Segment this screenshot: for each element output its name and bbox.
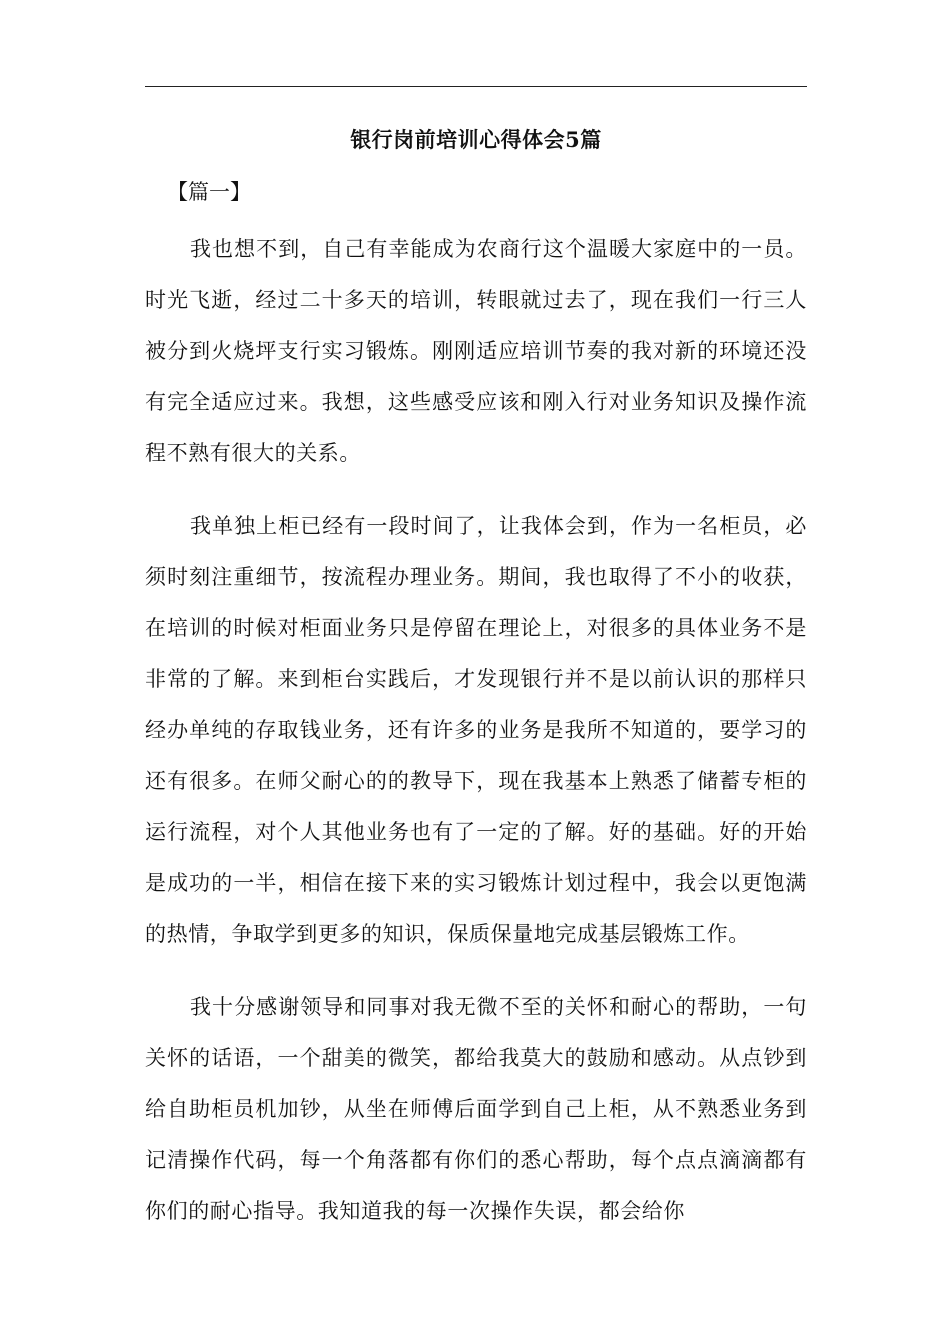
paragraph: 我也想不到，自己有幸能成为农商行这个温暖大家庭中的一员。时光飞逝，经过二十多天的培训，转眼就过去了，现在我们一行三人被分到火烧坪支行实习锻炼。刚刚适应培训节奏的我对新的环境还没有完全适应过来。我想，这些感受应该和刚入行对业务知识及操作流程不熟有很大的关系。 <box>145 237 807 465</box>
paragraph: 我十分感谢领导和同事对我无微不至的关怀和耐心的帮助，一句关怀的话语，一个甜美的微笑，都给我莫大的鼓励和感动。从点钞到给自助柜员机加钞，从坐在师傅后面学到自己上柜，从不熟悉业务到记清操作代码，每一个角落都有你们的悉心帮助，每个点点滴滴都有你们的耐心指导。我知道我的每一次操作失误，都会给你 <box>145 995 807 1223</box>
paragraph: 我单独上柜已经有一段时间了，让我体会到，作为一名柜员，必须时刻注重细节，按流程办理业务。期间，我也取得了不小的收获，在培训的时候对柜面业务只是停留在理论上，对很多的具体业务不是非常的了解。来到柜台实践后，才发现银行并不是以前认识的那样只经办单纯的存取钱业务，还有许多的业务是我所不知道的，要学习的还有很多。在师父耐心的的教导下，现在我基本上熟悉了储蓄专柜的运行流程，对个人其他业务也有了一定的了解。好的基础。好的开始是成功的一半，相信在接下来的实习锻炼计划过程中，我会以更饱满的热情，争取学到更多的知识，保质保量地完成基层锻炼工作。 <box>145 514 807 946</box>
document-body <box>145 120 807 1237</box>
header-divider <box>145 86 807 87</box>
document-title: 银行岗前培训心得体会5篇 <box>350 127 602 152</box>
section-heading: 【篇一】 <box>167 180 251 204</box>
